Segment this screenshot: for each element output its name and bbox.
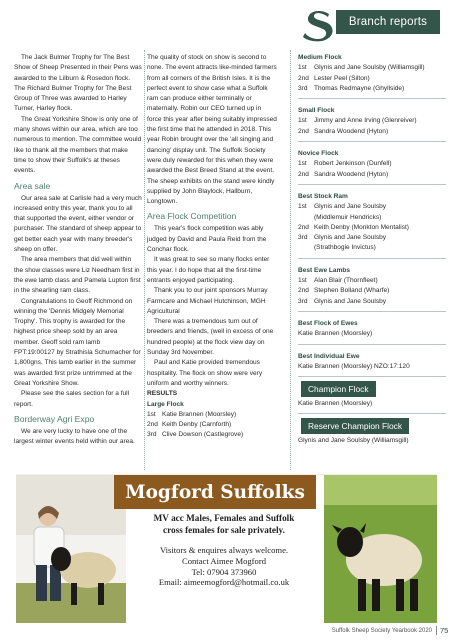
section-header: Branch reports	[336, 10, 440, 34]
result-row: 2nd Sandra Woodend (Hyton)	[298, 170, 389, 178]
result-winner: Katie Brannen (Moorsley) NZO:17:120	[298, 362, 410, 370]
advert-email: Email: aimeemogford@hotmail.co.uk	[158, 577, 290, 588]
subheading-flock-competition: Area Flock Competition	[147, 211, 237, 222]
paragraph: This year's flock competition was ably judged by David and Paula Reid from the Conchar flock.	[147, 225, 267, 254]
result-row: 3rd Clive Dowson (Castlegrove)	[147, 431, 244, 439]
large-flock-heading: Large Flock	[147, 400, 184, 408]
advert-line: Visitors & enquires always welcome.	[159, 545, 289, 555]
advert-phone: Tel: 07904 373960	[191, 566, 257, 577]
results-heading: RESULTS	[147, 390, 178, 398]
divider	[298, 311, 446, 312]
result-row: 2nd Sandra Woodend (Hyton)	[298, 127, 389, 135]
advert-contact: Contact Aimee Mogford	[181, 555, 266, 566]
column-divider	[290, 50, 291, 470]
result-row: 1st Katie Brannen (Moorsley)	[147, 410, 237, 418]
footer-publication: Suffolk Sheep Society Yearbook 2020	[331, 628, 432, 634]
result-row: 1st Alan Blair (Thornfleet)	[298, 277, 378, 285]
article-column-2	[147, 53, 277, 441]
paragraph: It was great to see so many flocks enter this year. I do hope that all the first-time entrants enjoyed participating.	[147, 256, 270, 284]
divider	[298, 258, 446, 259]
paragraph: There was a tremendous turn out of breeders and friends, (well in excess of one hundred people) at the flock view day on Sunday 3rd November.	[147, 318, 274, 357]
advert-text	[124, 513, 324, 588]
divider	[298, 413, 446, 414]
paragraph: The quality of stock on show is second to none. The event attracts like-minded farmers from all corners of the British Isles. It is the perfect event to show case what a Suffolk ram can produce either terminally or maternally. Robin our CEO turned up in force this year after being suitably impressed the first time that he attended in 2018. This year Robin brought over the 'all singing and dancing' display unit. The Suffolk Society were duly rewarded for this when they were awarded the Best Breed Stand at the event. The sheep exhibits on the stand were kindly supplied by John Blaylock, Hallburn, Longtown.	[147, 54, 277, 206]
paragraph: Paul and Katie provided tremendous hospitality. The flock on show were very uniform and worthy winners.	[147, 359, 263, 387]
stock-ram-heading: Best Stock Ram	[298, 192, 348, 200]
paragraph: The Jack Bulmer Trophy for The Best Show of Sheep Presented in their Pens was awarded to the Lilburn & Rosedon flock. The Richard Bulmer Trophy for The Best Group of Three was awarded to Harley Turner, Harley flock.	[14, 54, 142, 113]
flock-ewes-heading: Best Flock of Ewes	[298, 319, 358, 327]
advert-tagline: cross females for sale privately.	[163, 524, 285, 535]
result-row: 2nd Keith Denby (Monkton Mentalist)	[298, 223, 409, 231]
paragraph: The area members that did well within the show classes were Liz Needham first in the ewe lamb class and Pamela Lupton first in the shearling ram class.	[14, 256, 141, 295]
paragraph: Congratulations to Geoff Richmond on winning the 'Dennis Midgely Memorial Trophy'. This trophy is awarded for the highest price sheep sold by an area member. Geoff sold ram lamb FPT:19:00127 by Strathisla Schumacher for 1,800gns. This lamb earlier in the summer was awarded first prize untrimmed at the Great Yorkshire Show.	[14, 297, 141, 387]
result-winner: Glynis and Jane Soulsby (Williamsgill)	[298, 437, 409, 445]
result-row: 2nd Keith Denby (Carnforth)	[147, 421, 232, 429]
page-number: 75	[436, 626, 448, 635]
paragraph: Please see the sales section for a full report.	[14, 390, 130, 408]
divider	[298, 184, 446, 185]
ewe-lambs-heading: Best Ewe Lambs	[298, 266, 351, 274]
medium-flock-heading: Medium Flock	[298, 54, 342, 61]
divider	[298, 344, 446, 345]
mogford-suffolks-advert	[16, 474, 437, 623]
paragraph: Thank you to our joint sponsors Murray Farmcare and Michael Hutchinson, MGH Agricultural	[147, 287, 268, 315]
advert-title: Mogford Suffolks	[114, 475, 316, 509]
article-column-1	[14, 53, 142, 447]
result-row: 3rd Thomas Redmayne (Ghyllside)	[298, 84, 405, 92]
result-row: 3rd Glynis and Jane Soulsby	[298, 297, 387, 305]
society-s-logo	[302, 8, 338, 42]
reserve-champion-badge: Reserve Champion Flock	[301, 418, 409, 434]
woman-with-sheep-photo	[16, 475, 126, 623]
paragraph: The Great Yorkshire Show is only one of many shows within our area, which are too numerous to mention. The committee would like to thank all the members that make time to show their Suffolk's at theses events.	[14, 115, 142, 175]
result-row: 1st Jimmy and Anne Irving (Glenreiver)	[298, 117, 417, 125]
result-winner: Katie Brannen (Moorsley)	[298, 330, 373, 338]
individual-ewe-heading: Best Individual Ewe	[298, 352, 360, 360]
paragraph: Our area sale at Carlisle had a very much increased entry this year, thank you to all that supported the event, either vendor or purchaser. The standard of sheep appear to get better each year with many breeder's sheep on offer.	[14, 194, 142, 254]
divider	[298, 141, 446, 142]
result-row-continuation: (Middlemuir Hendricks)	[314, 213, 382, 221]
divider	[298, 98, 446, 99]
advert-tagline: MV acc Males, Females and Suffolk	[153, 513, 295, 523]
result-row: 3rd Glynis and Jane Soulsby	[298, 234, 387, 242]
result-row: 1st Glynis and Jane Soulsby (Williamsgill)	[298, 64, 425, 72]
suffolk-ram-photo	[324, 475, 437, 623]
result-row: 1st Robert Jenkinson (Dunfell)	[298, 160, 392, 168]
result-winner: Katie Brannen (Moorsley)	[298, 400, 373, 408]
result-row: 2nd Stephen Bolland (Wharfe)	[298, 287, 390, 295]
novice-flock-heading: Novice Flock	[298, 150, 339, 158]
results-column	[298, 53, 446, 447]
column-divider	[144, 50, 145, 470]
subheading-borderway: Borderway Agri Expo	[14, 413, 95, 424]
paragraph: We are very lucky to have one of the largest winter events held within our area.	[14, 427, 135, 446]
divider	[298, 376, 446, 377]
subheading-area-sale: Area sale	[14, 180, 51, 191]
result-row-continuation: (Strathbogie Invictus)	[314, 244, 376, 252]
result-row: 1st Glynis and Jane Soulsby	[298, 203, 387, 211]
small-flock-heading: Small Flock	[298, 107, 335, 115]
champion-flock-badge: Champion Flock	[301, 381, 376, 397]
result-row: 2nd Lester Peel (Silton)	[298, 74, 370, 82]
